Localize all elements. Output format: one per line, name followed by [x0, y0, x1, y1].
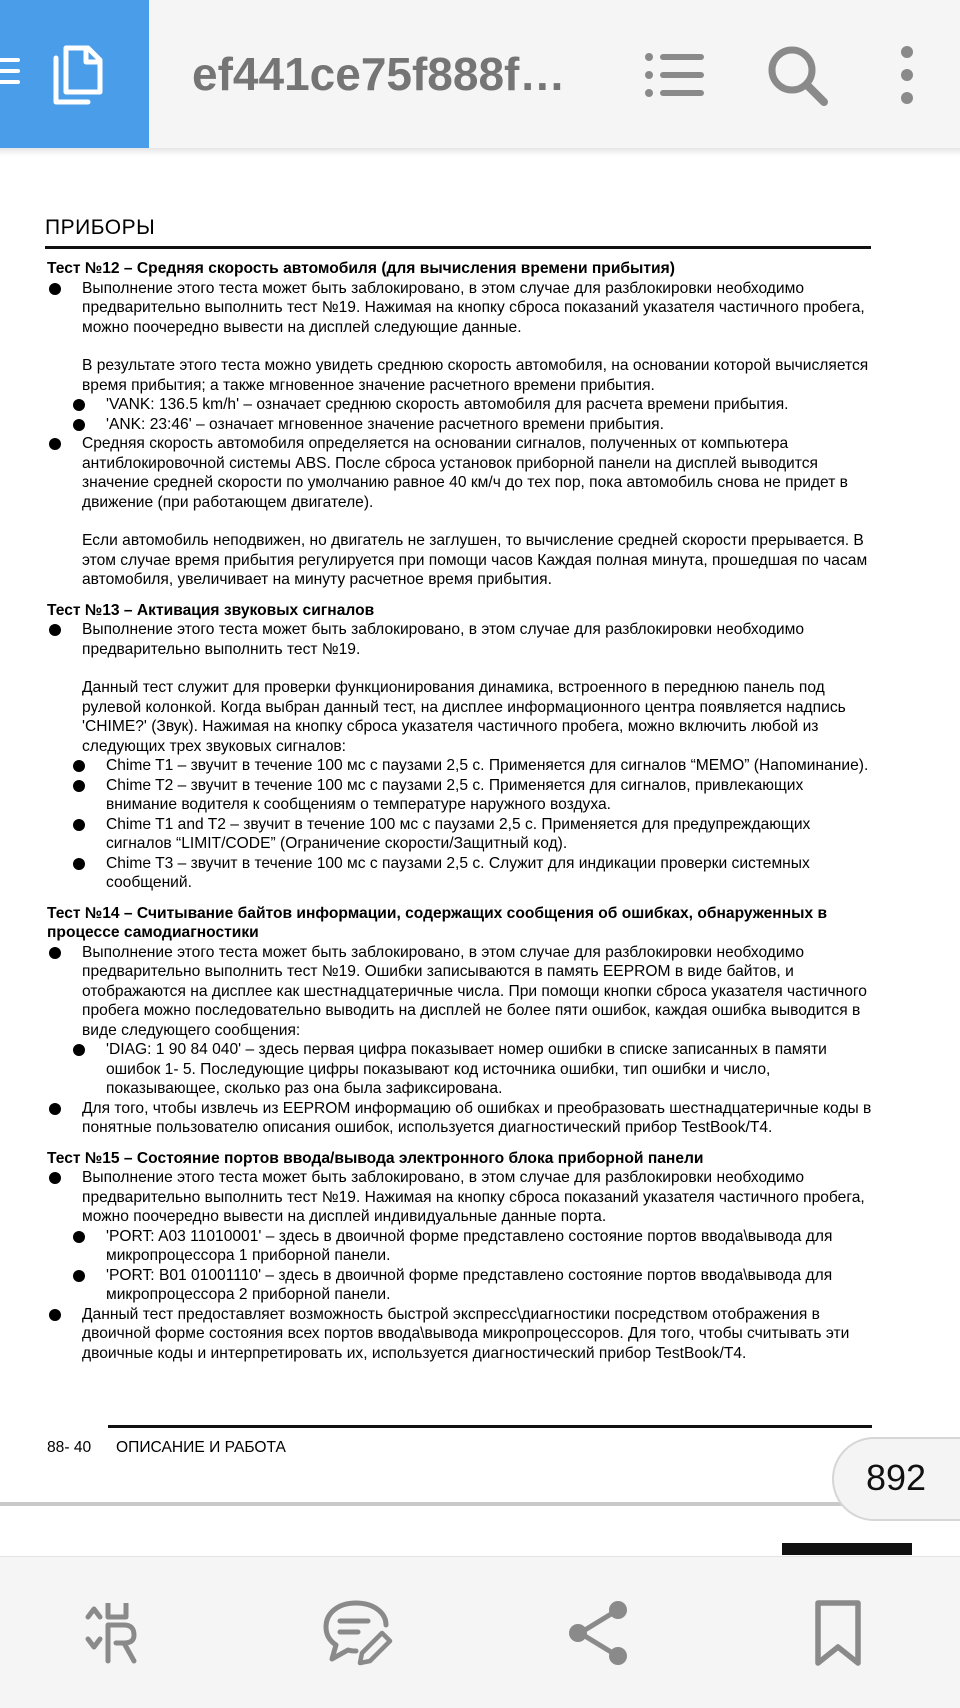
bullet-icon: [73, 858, 85, 870]
search-icon: [762, 40, 832, 110]
section-gap: [47, 1138, 877, 1149]
bullet-item: [47, 1099, 877, 1138]
bullet-text: Chime T2 – звучит в течение 100 мс с паузами 2,5 с. Применяется для сигналов, привлекающих внимание водителя к сообщениям о температуре наружного воздуха.: [106, 776, 804, 813]
sub-bullet-item: [47, 776, 877, 815]
paragraph-gap: [47, 512, 877, 531]
bottom-toolbar: [0, 1556, 960, 1708]
bullet-icon: [49, 1309, 61, 1321]
document-page[interactable]: [0, 160, 960, 1502]
top-bar-shadow: [0, 148, 960, 156]
reflow-button[interactable]: [78, 1595, 154, 1671]
bullet-icon: [73, 1270, 85, 1282]
section-title: Тест №14 – Считывание байтов информации, содержащих сообщения об ошибках, обнаруженных в процессе самодиагностики: [47, 904, 828, 941]
footer-label: ОПИСАНИЕ И РАБОТА: [116, 1439, 286, 1456]
page-edge: [0, 1502, 960, 1506]
list-button[interactable]: [640, 40, 710, 110]
bookmark-icon: [800, 1595, 876, 1671]
bullet-icon: [73, 399, 85, 411]
section-title: Тест №12 – Средняя скорость автомобиля (для вычисления времени прибытия): [47, 260, 675, 277]
bullet-icon: [49, 1103, 61, 1115]
bullet-text: Данный тест предоставляет возможность быстрой экспресс\диагностики посредством отображения в двоичной форме состояния всех портов ввода\вывода микропроцессоров. Для того, чтобы считывать эти двоичные коды и интерпретировать их, используется диагностический прибор TestBook/T4.: [82, 1305, 850, 1362]
paragraph: В результате этого теста можно увидеть среднюю скорость автомобиля, на основании которой вычисляется время прибытия; а также мгновенное значение расчетного времени прибытия.: [82, 357, 869, 394]
bullet-icon: [73, 1231, 85, 1243]
bullet-icon: [73, 419, 85, 431]
more-vert-icon: [872, 40, 942, 110]
comment-icon: [320, 1595, 396, 1671]
more-options-button[interactable]: [872, 40, 942, 110]
sub-bullet-item: [47, 395, 877, 415]
sub-bullet-item: [47, 756, 877, 776]
bullet-text: 'PORT: A03 11010001' – здесь в двоичной форме представлено состояние портов ввода\вывода для микропроцессора 1 приборной панели.: [106, 1227, 833, 1264]
footer-rule: [108, 1425, 872, 1428]
reflow-icon: [78, 1595, 154, 1671]
bullet-item: [47, 1168, 877, 1227]
section-gap: [47, 893, 877, 904]
share-icon: [560, 1595, 636, 1671]
bullet-text: 'ANK: 23:46' – означает мгновенное значение расчетного времени прибытия.: [106, 415, 664, 433]
list-icon: [640, 40, 710, 110]
bullet-icon: [73, 1044, 85, 1056]
bullet-text: Средняя скорость автомобиля определяется на основании сигналов, полученных от компьютера антиблокировочной системы ABS. После сброса установок приборной панели на дисплей выводится значение средней скорости по умолчанию равное 40 км/ч до тех пор, пока автомобиль снова не придет в движение (при работающем двигателе).: [82, 435, 848, 511]
sub-bullet-item: [47, 1227, 877, 1266]
bullet-item: [47, 279, 877, 338]
comment-button[interactable]: [320, 1595, 396, 1671]
search-button[interactable]: [762, 40, 832, 110]
bullet-text: Выполнение этого теста может быть заблокировано, в этом случае для разблокировки необходимо предварительно выполнить тест №19. Ошибки записываются в память EEPROM в виде байтов, и отображаются на дисплее как шестнадцатеричные числа. При помощи кнопки сброса указателя частичного пробега можно последовательно выводить на дисплей не более пяти ошибок, каждая ошибка выводится в виде следующего сообщения:: [82, 943, 867, 1039]
sub-bullet-item: [47, 815, 877, 854]
paragraph-gap: [47, 337, 877, 356]
menu-lines-icon[interactable]: [0, 58, 24, 86]
bullet-icon: [73, 819, 85, 831]
bookmark-button[interactable]: [800, 1595, 876, 1671]
bullet-text: Выполнение этого теста может быть заблокировано, в этом случае для разблокировки необходимо предварительно выполнить тест №19. Нажимая на кнопку сброса показаний указателя частичного пробега, можно поочередно вывести на дисплей индивидуальные данные порта.: [82, 1169, 865, 1225]
files-icon: [50, 44, 104, 106]
section-title: Тест №13 – Активация звуковых сигналов: [47, 601, 375, 619]
top-app-bar: [0, 0, 960, 149]
bullet-icon: [73, 780, 85, 792]
sub-bullet-item: [47, 854, 877, 893]
bullet-text: 'DIAG: 1 90 84 040' – здесь первая цифра показывает номер ошибки в списке записанных в памяти ошибок 1- 5. Последующие цифры показывают код источника ошибки, тип ошибки и число, показывающее, сколько раз она была зафиксирована.: [106, 1041, 827, 1097]
sub-bullet-item: [47, 1040, 877, 1099]
paragraph: Если автомобиль неподвижен, но двигатель не заглушен, то вычисление средней скорости прерывается. В этом случае время прибытия регулируется при помощи часов Каждая полная минута, прошедшая по часам автомобиля, увеличивает на минуту расчетное время прибытия.: [82, 532, 868, 588]
bullet-icon: [73, 760, 85, 772]
section-gap: [47, 590, 877, 601]
paragraph: Данный тест служит для проверки функционирования динамика, встроенного в переднюю панель под рулевой колонкой. Когда выбран данный тест, на дисплее информационного центра появляется надпись 'CHIME?' (Звук). Нажимая на кнопку сброса указателя частичного пробега, можно включить любой из следующих трех звуковых сигналов:: [82, 679, 846, 755]
bullet-icon: [49, 624, 61, 636]
bullet-text: Для того, чтобы извлечь из EEPROM информацию об ошибках и преобразовать шестнадцатеричные коды в понятные пользователю описания ошибок, используется диагностический прибор TestBook/T4.: [82, 1099, 872, 1136]
footer-page-number: 88- 40: [47, 1439, 92, 1456]
bullet-icon: [49, 947, 61, 959]
sub-bullet-item: [47, 415, 877, 435]
bullet-item: [47, 1305, 877, 1364]
next-page-preview: [782, 1543, 912, 1555]
bullet-text: Chime T3 – звучит в течение 100 мс с паузами 2,5 с. Служит для индикации проверки системных сообщений.: [106, 854, 810, 891]
bullet-item: [47, 620, 877, 659]
section-title: Тест №15 – Состояние портов ввода/вывода электронного блока приборной панели: [47, 1149, 704, 1167]
bullet-text: 'VANK: 136.5 km/h' – означает среднюю скорость автомобиля для расчета времени прибытия.: [106, 396, 789, 413]
page-counter-value: 892: [866, 1457, 927, 1498]
document-content: [47, 259, 877, 1363]
paragraph-gap: [47, 659, 877, 678]
sub-bullet-item: [47, 1266, 877, 1305]
bullet-text: Выполнение этого теста может быть заблокировано, в этом случае для разблокировки необходимо предварительно выполнить тест №19. Нажимая на кнопку сброса показаний указателя частичного пробега, можно поочередно вывести на дисплей следующие данные.: [82, 279, 865, 336]
document-title: ef441ce75f888f…: [192, 48, 566, 100]
page-header: ПРИБОРЫ: [45, 216, 156, 239]
page-counter[interactable]: [832, 1437, 960, 1521]
bullet-text: Chime T1 – звучит в течение 100 мс с паузами 2,5 с. Применяется для сигналов “MEMO” (Напоминание).: [106, 757, 869, 774]
bullet-text: Chime T1 and T2 – звучит в течение 100 мс с паузами 2,5 с. Применяется для предупреждающих сигналов “LIMIT/CODE” (Ограничение скорости/Защитный код).: [106, 815, 811, 852]
bullet-icon: [49, 283, 61, 295]
bullet-icon: [49, 1172, 61, 1184]
bullet-item: [47, 943, 877, 1041]
bullet-text: Выполнение этого теста может быть заблокировано, в этом случае для разблокировки необходимо предварительно выполнить тест №19.: [82, 621, 804, 658]
document-tab[interactable]: [0, 0, 149, 148]
bullet-icon: [49, 438, 61, 450]
bullet-text: 'PORT: B01 01001110' – здесь в двоичной форме представлено состояние портов ввода\вывода для микропроцессора 2 приборной панели.: [106, 1266, 833, 1303]
header-rule: [45, 246, 871, 249]
share-button[interactable]: [560, 1595, 636, 1671]
bullet-item: [47, 434, 877, 512]
